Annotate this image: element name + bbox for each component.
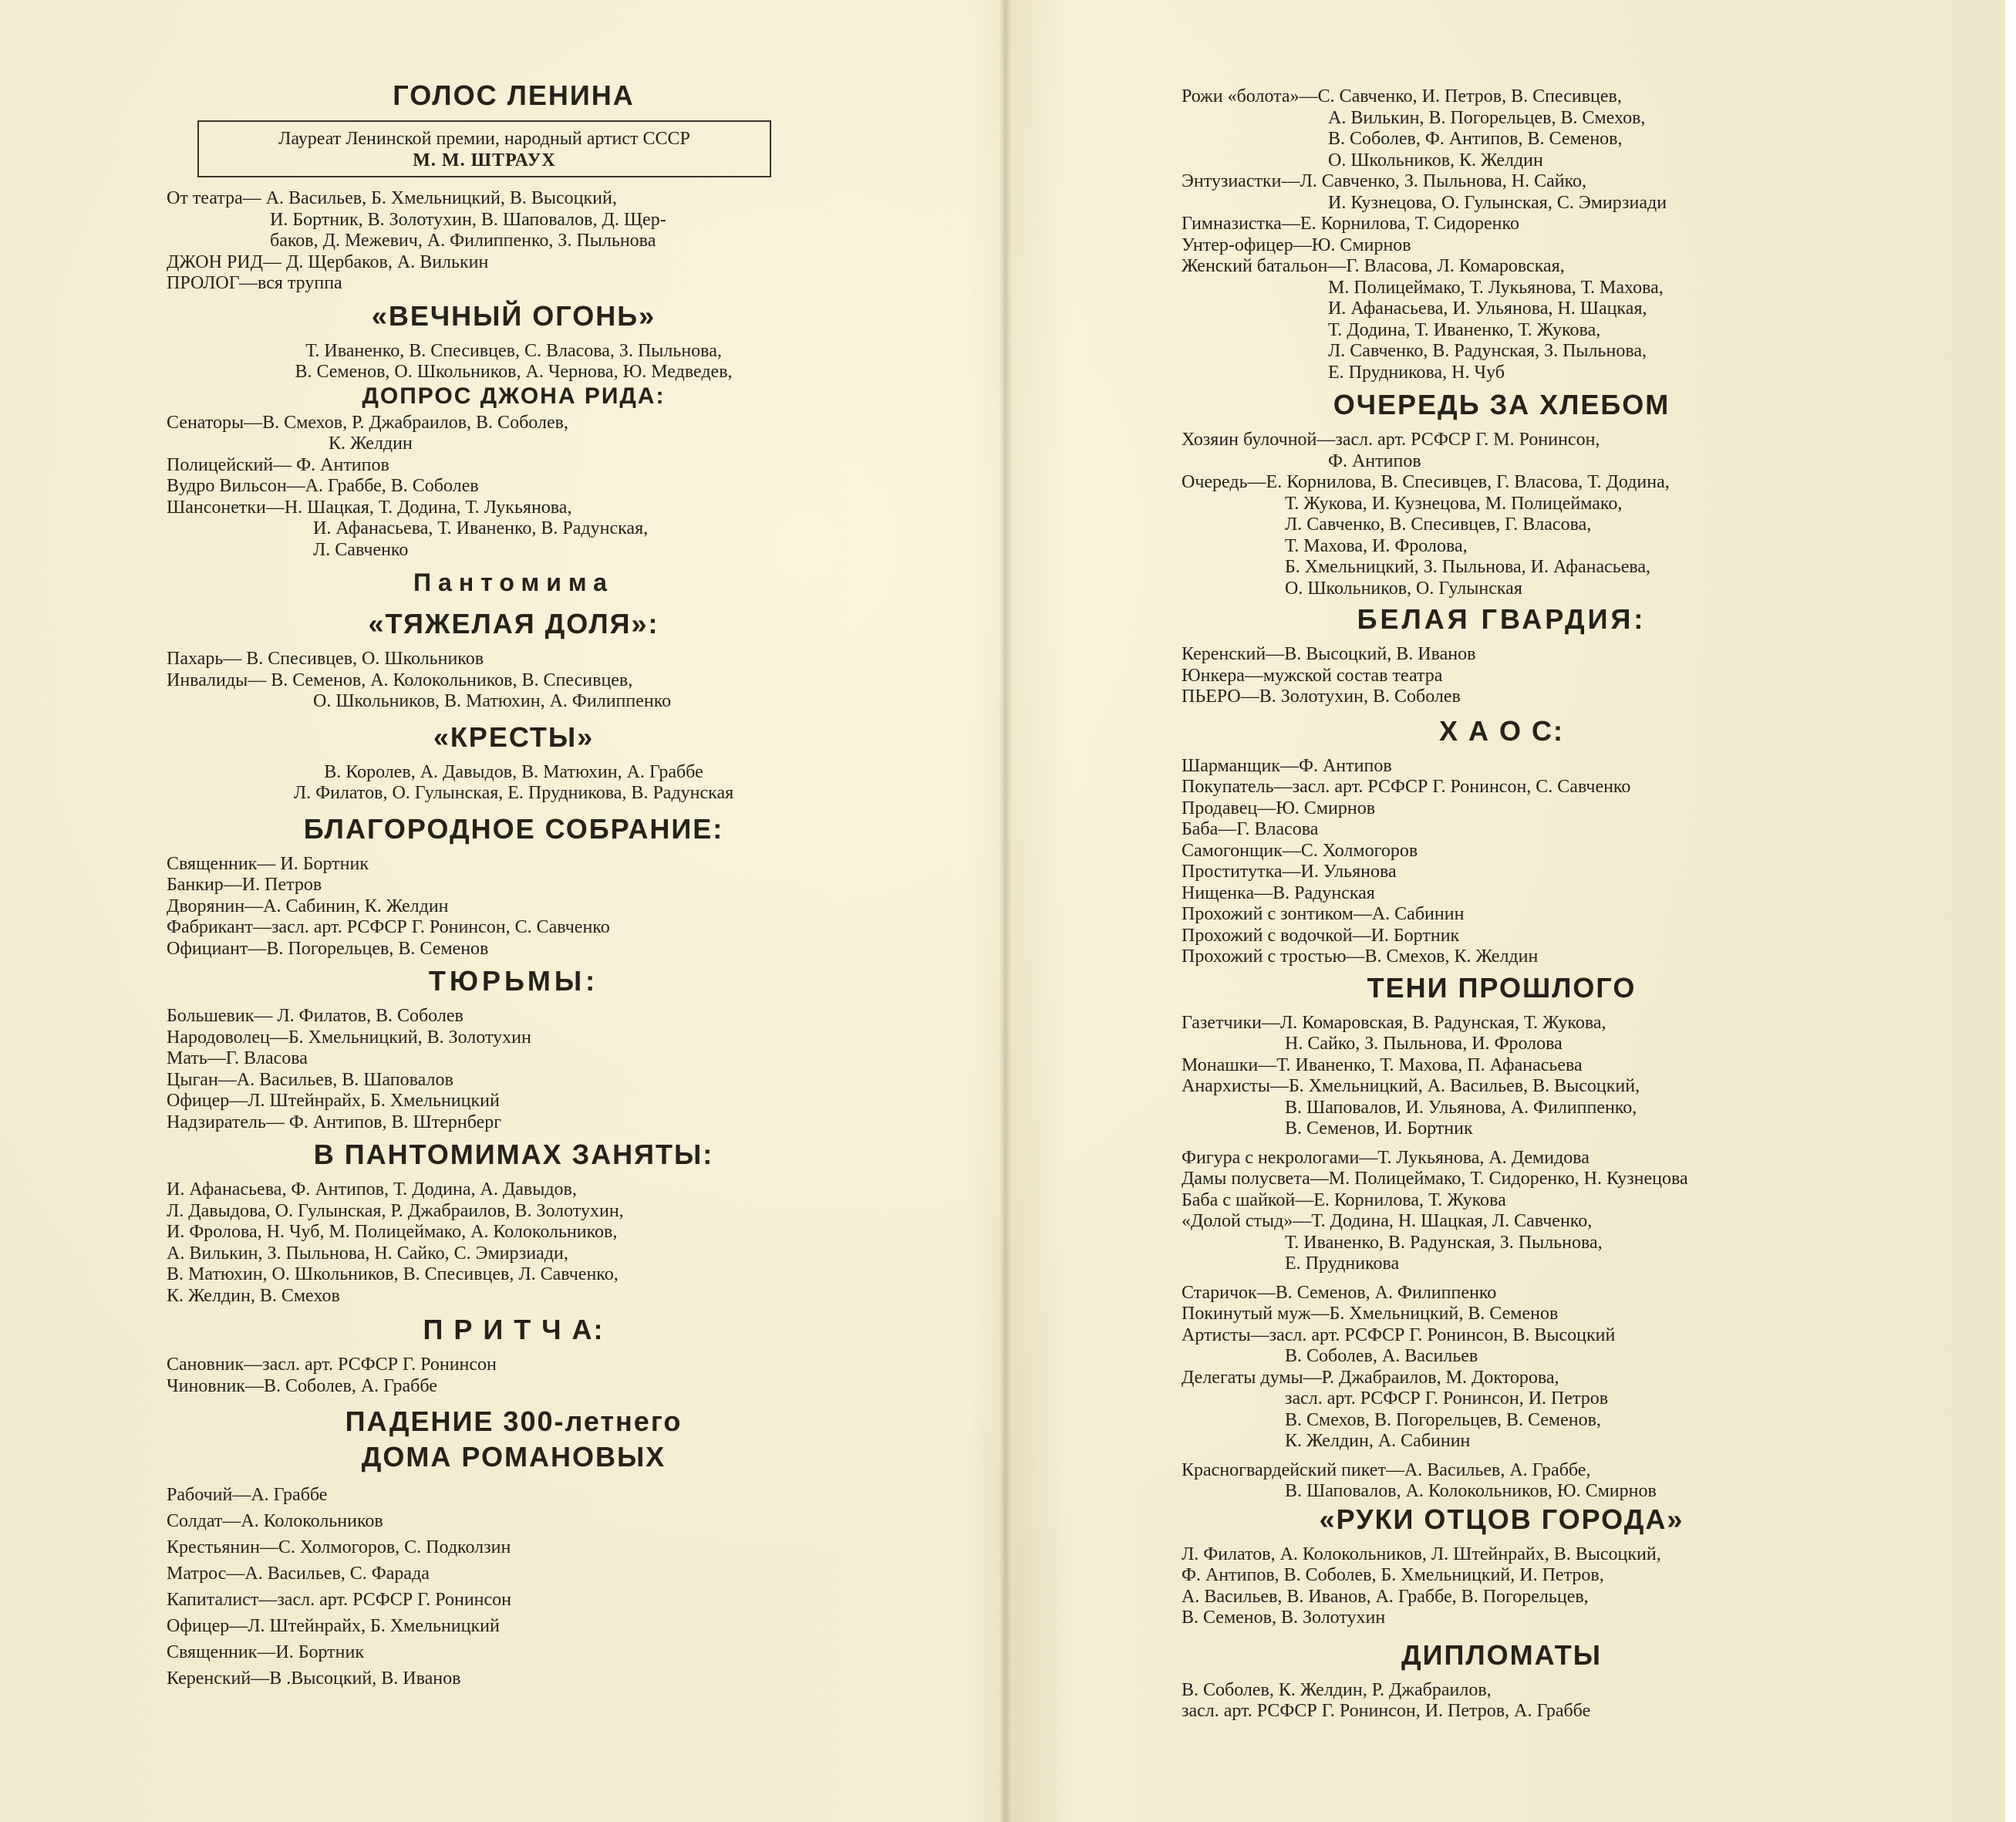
cast-line: Керенский—В. Высоцкий, В. Иванов [1182, 644, 1476, 664]
paper-fold [1000, 0, 1012, 1822]
title-city-fathers: «РУКИ ОТЦОВ ГОРОДА» [1319, 1503, 1684, 1535]
cast-line: Баба—Г. Власова [1182, 819, 1319, 839]
title-hard-fate: «ТЯЖЕЛАЯ ДОЛЯ»: [368, 608, 659, 639]
cast-line: ПЬЕРО—В. Золотухин, В. Соболев [1182, 687, 1461, 707]
laureate-line: Лауреат Ленинской премии, народный артист СССР [278, 129, 690, 149]
cast-line: Шарманщик—Ф. Антипов [1182, 755, 1392, 776]
cast-line: В. Смехов, В. Погорельцев, В. Семенов, [1285, 1409, 1601, 1430]
cast-line: А. Васильев, В. Иванов, А. Граббе, В. Погорельцев, [1182, 1586, 1589, 1607]
cast-line: К. Желдин [329, 434, 413, 454]
cast-line: Продавец—Ю. Смирнов [1182, 798, 1376, 818]
spacer [1182, 1453, 1822, 1460]
cast-line: Народоволец—Б. Хмельницкий, В. Золотухин [167, 1027, 531, 1048]
cast-line: Дворянин—А. Сабинин, К. Желдин [167, 896, 449, 916]
cast-line: Баба с шайкой—Е. Корнилова, Т. Жукова [1182, 1189, 1506, 1210]
cast-line: Л. Филатов, А. Колокольников, Л. Штейнрайх, В. Высоцкий, [1182, 1544, 1661, 1564]
cast-line: Т. Жукова, И. Кузнецова, М. Полицеймако, [1285, 493, 1623, 514]
title-interrogation: ДОПРОС ДЖОНА РИДА: [362, 383, 666, 409]
cast-line: И. Кузнецова, О. Гулынская, С. Эмирзиади [1328, 192, 1667, 213]
cast-line: Офицер—Л. Штейнрайх, Б. Хмельницкий [167, 1616, 500, 1636]
cast-line: Священник— И. Бортник [167, 853, 369, 874]
title-bread-queue: ОЧЕРЕДЬ ЗА ХЛЕБОМ [1333, 389, 1670, 420]
cast-line: В. Семенов, В. Золотухин [1182, 1608, 1386, 1628]
cast-line: Полицейский— Ф. Антипов [167, 454, 389, 475]
cast-line: Энтузиастки—Л. Савченко, З. Пыльнова, Н. Сайко, [1182, 171, 1587, 191]
cast-line: Старичок—В. Семенов, А. Филиппенко [1182, 1282, 1497, 1303]
cast-line: Очередь—Е. Корнилова, В. Спесивцев, Г. Власова, Т. Додина, [1182, 472, 1670, 492]
cast-line: Рожи «болота»—С. Савченко, И. Петров, В. Спесивцев, [1182, 86, 1622, 106]
title-white-guard: БЕЛАЯ ГВАРДИЯ: [1357, 603, 1647, 635]
title-pantomime: Пантомима [413, 569, 614, 596]
cast-line: Керенский—В .Высоцкий, В. Иванов [167, 1668, 461, 1689]
title-crosses: «КРЕСТЫ» [433, 720, 595, 753]
cast-line: Шансонетки—Н. Шацкая, Т. Додина, Т. Лукьянова, [167, 497, 572, 518]
cast-line: Л. Савченко, В. Радунская, З. Пыльнова, [1328, 341, 1647, 361]
cast-line: Н. Сайко, З. Пыльнова, И. Фролова [1285, 1034, 1563, 1054]
cast-line: Покупатель—засл. арт. РСФСР Г. Ронинсон, С. Савченко [1182, 777, 1631, 797]
cast-line: ПРОЛОГ—вся труппа [167, 273, 342, 293]
cast-line: Женский батальон—Г. Власова, Л. Комаровская, [1182, 256, 1565, 276]
title-diplomats: ДИПЛОМАТЫ [1401, 1638, 1603, 1671]
cast-line: И. Бортник, В. Золотухин, В. Шаповалов, Д. Щер- [270, 209, 666, 230]
cast-line: М. Полицеймако, Т. Лукьянова, Т. Махова, [1328, 277, 1664, 298]
cast-line: Официант—В. Погорельцев, В. Семенов [167, 938, 489, 959]
cast-line: Т. Иваненко, В. Радунская, З. Пыльнова, [1285, 1232, 1603, 1253]
cast-line: Большевик— Л. Филатов, В. Соболев [167, 1006, 464, 1026]
cast-line: Нищенка—В. Радунская [1182, 882, 1375, 903]
cast-line: В. Семенов, И. Бортник [1285, 1119, 1473, 1139]
cast-line: Мать—Г. Власова [167, 1048, 308, 1068]
cast-line: Прохожий с зонтиком—А. Сабинин [1182, 904, 1465, 924]
cast-line: Крестьянин—С. Холмогоров, С. Подколзин [167, 1537, 511, 1557]
cast-line: Самогонщик—С. Холмогоров [1182, 840, 1418, 861]
cast-line: Капиталист—засл. арт. РСФСР Г. Ронинсон [167, 1590, 512, 1610]
laureate-box [197, 120, 771, 177]
cast-line: Т. Иваненко, В. Спесивцев, С. Власова, З. Пыльнова, [305, 340, 722, 361]
scan-edge [2005, 0, 2016, 1822]
cast-line: В. Шаповалов, И. Ульянова, А. Филиппенко, [1285, 1097, 1637, 1118]
title-parable: П Р И Т Ч А: [423, 1314, 605, 1345]
cast-line: Инвалиды— В. Семенов, А. Колокольников, В. Спесивцев, [167, 670, 633, 690]
cast-line: Рабочий—А. Граббе [167, 1485, 328, 1505]
cast-line: засл. арт. РСФСР Г. Ронинсон, И. Петров [1285, 1388, 1609, 1409]
cast-line: Надзиратель— Ф. Антипов, В. Штернберг [167, 1112, 502, 1132]
cast-line: В. Соболев, К. Желдин, Р. Джабраилов, [1182, 1679, 1492, 1700]
cast-line: О. Школьников, В. Матюхин, А. Филиппенко [313, 691, 672, 711]
cast-line: Унтер-офицер—Ю. Смирнов [1182, 234, 1411, 255]
cast-line: Е. Прудникова [1285, 1253, 1400, 1274]
cast-line: Красногвардейский пикет—А. Васильев, А. Граббе, [1182, 1459, 1591, 1480]
cast-line: Л. Давыдова, О. Гулынская, Р. Джабраилов, В. Золотухин, [167, 1200, 624, 1221]
cast-line: Ф. Антипов, В. Соболев, Б. Хмельницкий, И. Петров, [1182, 1565, 1604, 1585]
cast-line: Делегаты думы—Р. Джабраилов, М. Докторова, [1182, 1367, 1559, 1388]
cast-line: ДЖОН РИД— Д. Щербаков, А. Вилькин [167, 251, 489, 272]
cast-line: Покинутый муж—Б. Хмельницкий, В. Семенов [1182, 1304, 1559, 1324]
cast-line: Проститутка—И. Ульянова [1182, 862, 1397, 882]
cast-line: В. Матюхин, О. Школьников, В. Спесивцев, Л. Савченко, [167, 1264, 619, 1284]
cast-line: Сановник—засл. арт. РСФСР Г. Ронинсон [167, 1355, 497, 1375]
cast-line: Прохожий с тростью—В. Смехов, К. Желдин [1182, 946, 1539, 967]
cast-line: Гимназистка—Е. Корнилова, Т. Сидоренко [1182, 214, 1519, 234]
cast-line: В. Соболев, Ф. Антипов, В. Семенов, [1328, 129, 1623, 149]
cast-line: К. Желдин, А. Сабинин [1285, 1431, 1471, 1451]
cast-line: Л. Савченко [313, 539, 409, 560]
cast-line: Фигура с некрологами—Т. Лукьянова, А. Демидова [1182, 1147, 1590, 1168]
cast-line: К. Желдин, В. Смехов [167, 1285, 340, 1306]
laureate-name: М. М. ШТРАУХ [413, 150, 556, 170]
cast-line: А. Вилькин, В. Погорельцев, В. Смехов, [1328, 107, 1646, 128]
cast-line: Т. Додина, Т. Иваненко, Т. Жукова, [1328, 319, 1601, 340]
cast-line: Дамы полусвета—М. Полицеймако, Т. Сидоренко, Н. Кузнецова [1182, 1169, 1688, 1189]
spacer [1182, 1140, 1822, 1148]
cast-line: В. Соболев, А. Васильев [1285, 1346, 1478, 1366]
cast-line: Сенаторы—В. Смехов, Р. Джабраилов, В. Соболев, [167, 412, 568, 433]
title-romanov-house: ДОМА РОМАНОВЫХ [361, 1441, 666, 1473]
spacer [1182, 1275, 1822, 1283]
cast-line: Артисты—засл. арт. РСФСР Г. Ронинсон, В. Высоцкий [1182, 1324, 1616, 1345]
cast-line: И. Фролова, Н. Чуб, М. Полицеймако, А. Колокольников, [167, 1222, 618, 1242]
title-noble-assembly: БЛАГОРОДНОЕ СОБРАНИЕ: [303, 812, 724, 845]
cast-line: И. Афанасьева, Ф. Антипов, Т. Додина, А. Давыдов, [167, 1179, 577, 1199]
cast-line: Прохожий с водочкой—И. Бортник [1182, 925, 1460, 946]
cast-line: Чиновник—В. Соболев, А. Граббе [167, 1375, 437, 1396]
cast-line: баков, Д. Межевич, А. Филиппенко, З. Пыльнова [270, 231, 656, 251]
left-page [167, 77, 861, 1692]
cast-line: А. Вилькин, З. Пыльнова, Н. Сайко, С. Эмирзиади, [167, 1243, 568, 1264]
cast-line: От театра— А. Васильев, Б. Хмельницкий, В. Высоцкий, [167, 188, 617, 208]
cast-line: Цыган—А. Васильев, В. Шаповалов [167, 1069, 453, 1090]
title-prisons: ТЮРЬМЫ: [428, 965, 599, 997]
cast-line: Фабрикант—засл. арт. РСФСР Г. Ронинсон, С. Савченко [167, 917, 610, 937]
cast-line: В. Шаповалов, А. Колокольников, Ю. Смирнов [1285, 1481, 1657, 1501]
cast-line: Матрос—А. Васильев, С. Фарада [167, 1564, 430, 1584]
cast-line: В. Королев, А. Давыдов, В. Матюхин, А. Граббе [324, 761, 703, 782]
cast-line: Хозяин булочной—засл. арт. РСФСР Г. М. Ронинсон, [1182, 430, 1600, 450]
cast-line: Юнкера—мужской состав театра [1182, 665, 1443, 686]
cast-line: Л. Филатов, О. Гулынская, Е. Прудникова, В. Радунская [293, 783, 734, 803]
title-eternal-flame: «ВЕЧНЫЙ ОГОНЬ» [371, 299, 656, 332]
cast-line: засл. арт. РСФСР Г. Ронинсон, И. Петров, А. Граббе [1182, 1701, 1591, 1721]
cast-line: Банкир—И. Петров [167, 875, 322, 895]
title-shadows-past: ТЕНИ ПРОШЛОГО [1367, 971, 1637, 1004]
title-fall-300: ПАДЕНИЕ 300-летнего [345, 1405, 683, 1437]
cast-line: Е. Прудникова, Н. Чуб [1328, 362, 1505, 383]
cast-line: Офицер—Л. Штейнрайх, Б. Хмельницкий [167, 1091, 500, 1111]
cast-line: Священник—И. Бортник [167, 1642, 365, 1662]
cast-line: Б. Хмельницкий, З. Пыльнова, И. Афанасьева, [1285, 557, 1651, 577]
cast-line: И. Афанасьева, И. Ульянова, Н. Шацкая, [1328, 299, 1647, 319]
right-page [1182, 86, 1822, 1722]
cast-line: Монашки—Т. Иваненко, Т. Махова, П. Афанасьева [1182, 1054, 1583, 1075]
cast-line: Л. Савченко, В. Спесивцев, Г. Власова, [1285, 515, 1592, 535]
cast-line: «Долой стыд»—Т. Додина, Н. Шацкая, Л. Савченко, [1182, 1211, 1593, 1231]
title-chaos: Х А О С: [1438, 714, 1564, 747]
cast-line: Пахарь— В. Спесивцев, О. Школьников [167, 649, 484, 669]
cast-line: Ф. Антипов [1328, 450, 1421, 471]
cast-line: И. Афанасьева, Т. Иваненко, В. Радунская, [313, 518, 649, 538]
cast-line: Анархисты—Б. Хмельницкий, А. Васильев, В. Высоцкий, [1182, 1076, 1640, 1096]
title-voice-of-lenin: ГОЛОС ЛЕНИНА [393, 79, 635, 111]
title-in-pantomimes: В ПАНТОМИМАХ ЗАНЯТЫ: [313, 1139, 714, 1170]
cast-line: Солдат—А. Колокольников [167, 1511, 383, 1531]
cast-line: Т. Махова, И. Фролова, [1285, 535, 1468, 556]
cast-line: О. Школьников, О. Гулынская [1285, 578, 1522, 599]
cast-line: Газетчики—Л. Комаровская, В. Радунская, Т. Жукова, [1182, 1012, 1606, 1033]
cast-line: О. Школьников, К. Желдин [1328, 150, 1543, 170]
cast-line: Вудро Вильсон—А. Граббе, В. Соболев [167, 476, 479, 496]
cast-line: В. Семенов, О. Школьников, А. Чернова, Ю. Медведев, [295, 362, 733, 382]
